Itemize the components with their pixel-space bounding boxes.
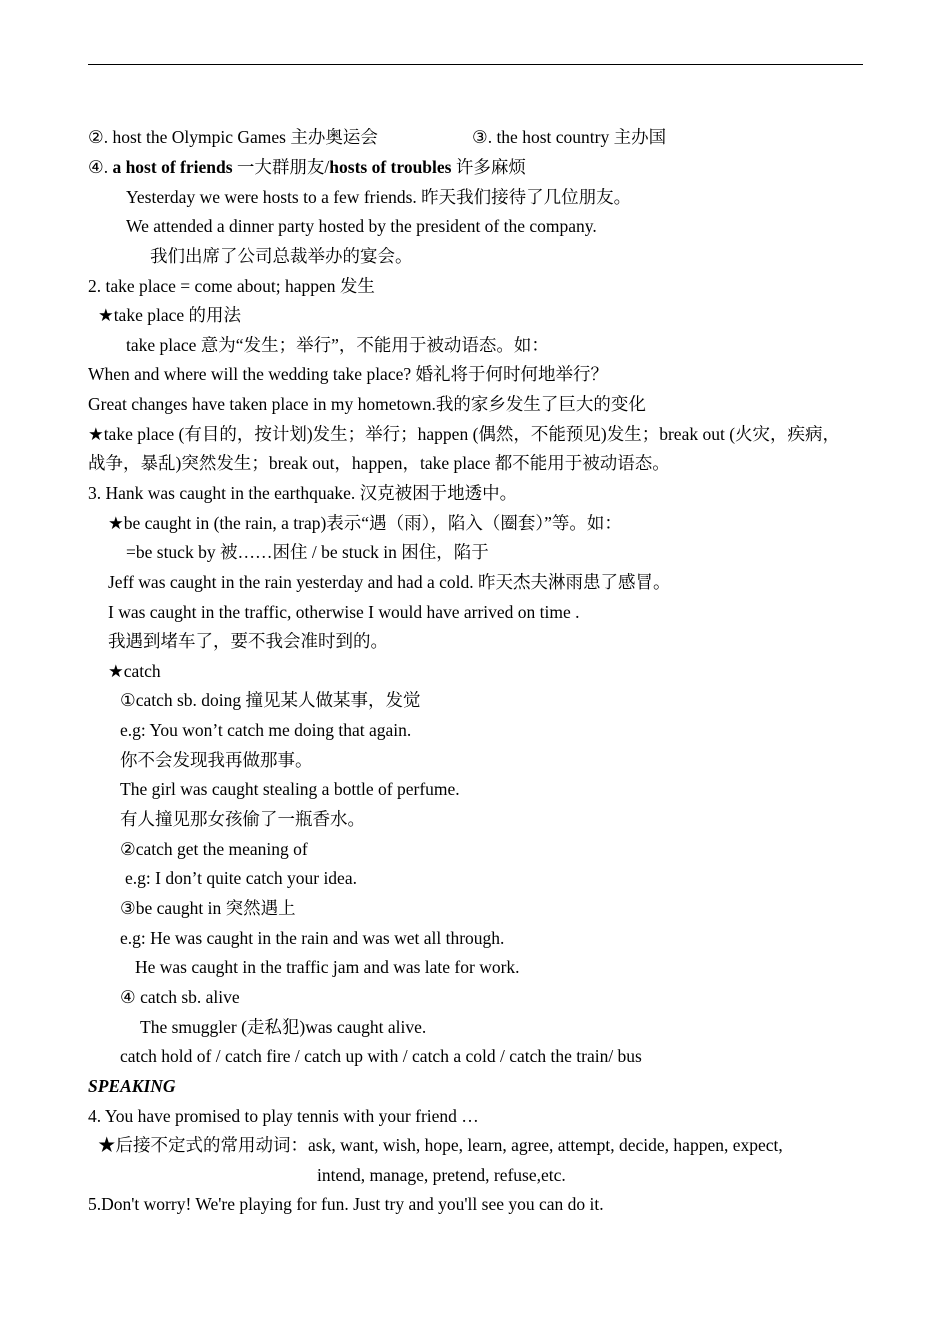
text-segment: 许多麻烦 [451, 157, 526, 177]
heading-caught: 3. Hank was caught in the earthquake. 汉克被困于地透中。 [88, 483, 518, 503]
note-line: ★catch [108, 661, 161, 681]
example-line: e.g: I don’t quite catch your idea. [125, 868, 357, 888]
note-line: ★be caught in (the rain, a trap)表示“遇（雨），陷入（圈套）”等。如： [108, 513, 622, 533]
example-line: He was caught in the traffic jam and was late for work. [135, 957, 520, 977]
translation-line: 我们出席了公司总裁举办的宴会。 [150, 246, 413, 266]
translation-line: 有人撞见那女孩偷了一瓶香水。 [120, 809, 365, 829]
example-line: Great changes have taken place in my hometown.我的家乡发生了巨大的变化 [88, 394, 646, 414]
text-segment: 一大群朋友/ [232, 157, 330, 177]
translation-line: 你不会发现我再做那事。 [120, 750, 313, 770]
heading-promised: 4. You have promised to play tennis with your friend … [88, 1106, 479, 1126]
section-heading-speaking: SPEAKING [88, 1076, 176, 1096]
line-host-country: ③. the host country 主办国 [472, 127, 667, 147]
heading-dont-worry: 5.Don't worry! We're playing for fun. Just try and you'll see you can do it. [88, 1194, 604, 1214]
header-rule [88, 64, 863, 65]
note-line: ★take place 的用法 [98, 305, 241, 325]
text-segment: ④. [88, 157, 113, 177]
phrase-list-line: catch hold of / catch fire / catch up with / catch a cold / catch the train/ bus [120, 1046, 642, 1066]
example-line: When and where will the wedding take place? 婚礼将于何时何地举行？ [88, 364, 609, 384]
example-line: The smuggler (走私犯)was caught alive. [140, 1017, 427, 1037]
example-line: Yesterday we were hosts to a few friends. 昨天我们接待了几位朋友。 [126, 187, 632, 207]
example-line: e.g: You won’t catch me doing that again. [120, 720, 412, 740]
bold-phrase-host-of-friends: a host of friends [112, 157, 233, 177]
line-host-of-friends [88, 156, 526, 178]
bold-phrase-hosts-of-troubles: hosts of troubles [329, 157, 452, 177]
example-line: The girl was caught stealing a bottle of perfume. [120, 779, 460, 799]
heading-take-place: 2. take place = come about; happen 发生 [88, 276, 375, 296]
note-line: ★后接不定式的常用动词：ask, want, wish, hope, learn, agree, attempt, decide, happen, expect, [98, 1135, 783, 1155]
note-line: 战争，暴乱)突然发生；break out，happen，take place 都不能用于被动语态。 [88, 453, 670, 473]
note-line: ③be caught in 突然遇上 [120, 898, 296, 918]
translation-line: 我遇到堵车了，要不我会准时到的。 [108, 631, 388, 651]
example-line: I was caught in the traffic, otherwise I would have arrived on time . [108, 602, 580, 622]
note-line: ④ catch sb. alive [120, 987, 240, 1007]
line-host-olympic: ②. host the Olympic Games 主办奥运会 [88, 127, 378, 147]
example-line: e.g: He was caught in the rain and was wet all through. [120, 928, 505, 948]
example-line: Jeff was caught in the rain yesterday and had a cold. 昨天杰夫淋雨患了感冒。 [108, 572, 671, 592]
note-line: take place 意为“发生；举行”，不能用于被动语态。如： [126, 335, 549, 355]
note-line: intend, manage, pretend, refuse,etc. [317, 1165, 566, 1185]
note-line: ②catch get the meaning of [120, 839, 308, 859]
note-line: ①catch sb. doing 撞见某人做某事，发觉 [120, 690, 421, 710]
note-line: ★take place (有目的，按计划)发生；举行；happen (偶然，不能预见)发生；break out (火灾，疾病， [88, 424, 841, 444]
example-line: We attended a dinner party hosted by the president of the company. [126, 216, 597, 236]
note-line: =be stuck by 被……困住 / be stuck in 困住，陷于 [126, 542, 489, 562]
